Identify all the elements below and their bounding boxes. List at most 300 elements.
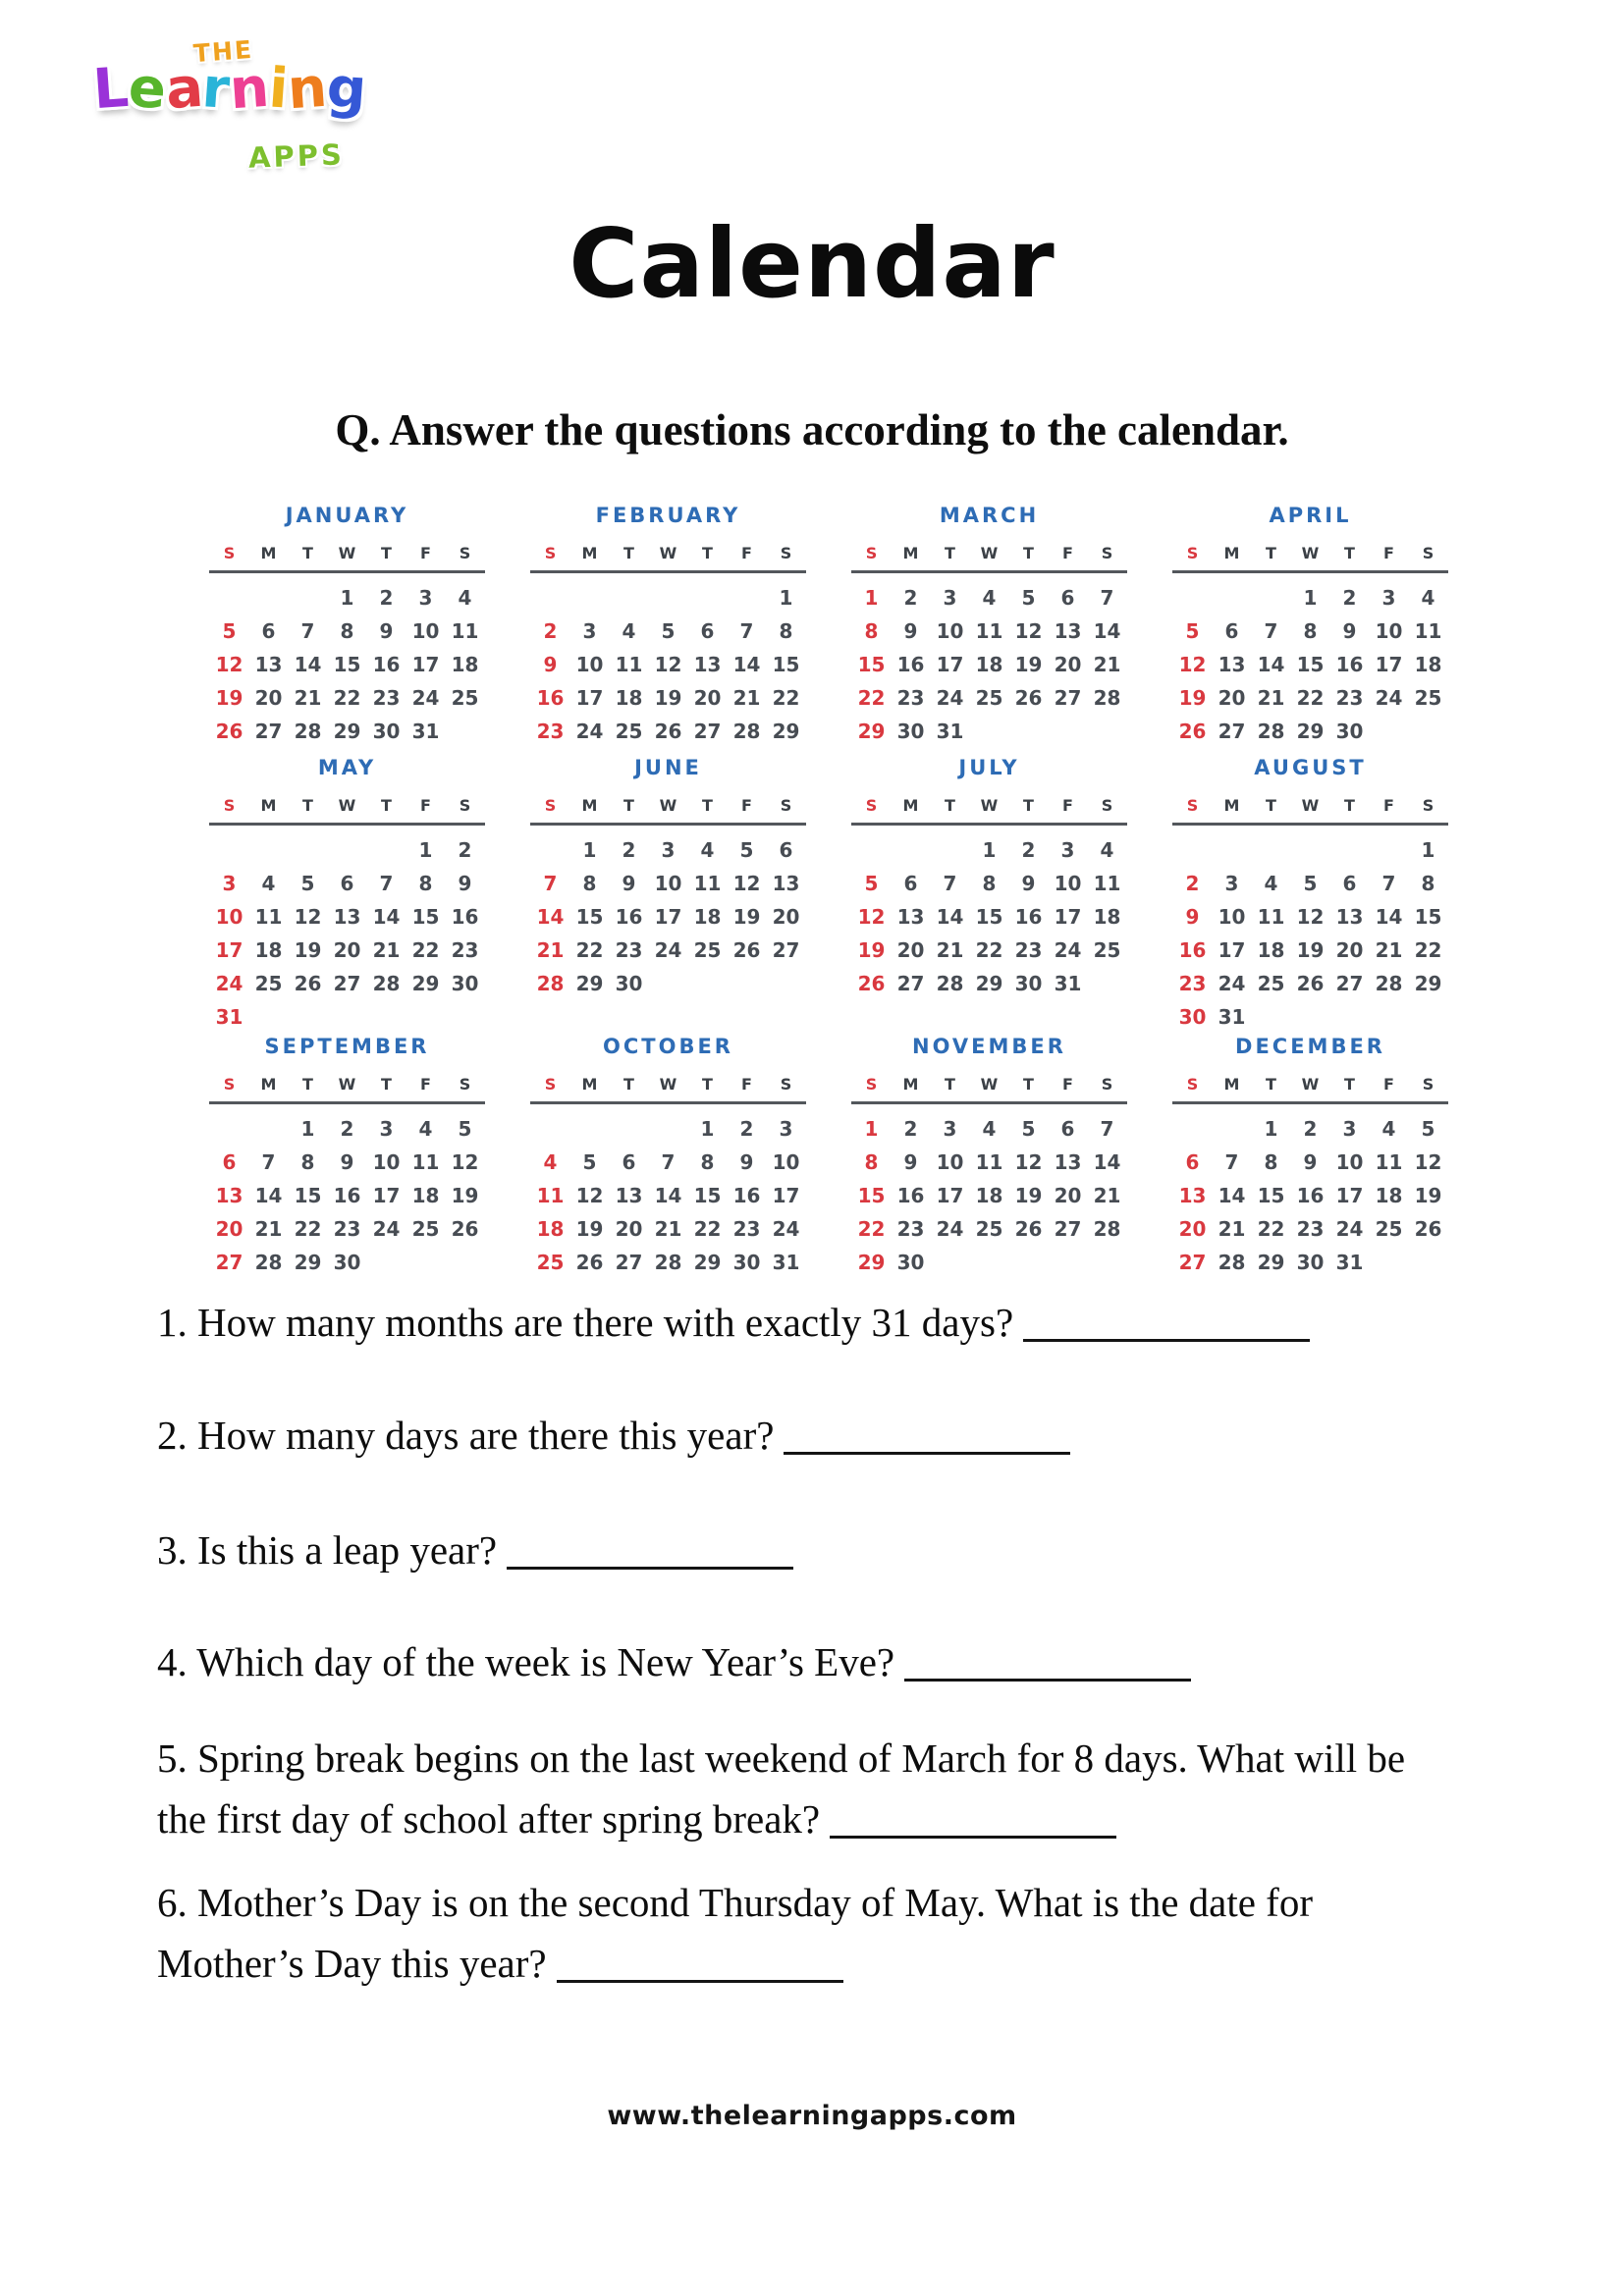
day-cell: 6 [903,872,918,895]
page-title: Calendar [568,208,1056,319]
day-cell: 2 [1303,1117,1318,1141]
day-cell: 14 [1218,1184,1246,1207]
day-cell: 9 [1342,619,1357,643]
day-cell: 27 [772,938,800,962]
day-cell: 21 [732,686,761,710]
day-cell: 17 [936,653,964,676]
day-cell: 9 [340,1150,354,1174]
month-october [530,1035,806,1281]
day-cell: 20 [772,905,800,929]
day-cell: 2 [379,586,394,610]
weekday-label: W [338,544,356,562]
day-cell: 7 [543,872,558,895]
month-title: JUNE [634,756,702,779]
day-cell: 7 [1224,1150,1239,1174]
day-cell: 7 [300,619,315,643]
day-cell: 24 [654,938,682,962]
day-cell: 16 [1178,938,1207,962]
day-cell: 15 [1296,653,1325,676]
day-cell: 29 [1257,1251,1285,1274]
weekday-label: S [780,796,792,815]
month-days [851,835,1127,1002]
day-cell: 1 [1264,1117,1278,1141]
logo-letter: i [266,56,291,122]
day-cell: 21 [294,686,322,710]
day-cell: 5 [300,872,315,895]
weekday-label: F [420,796,431,815]
day-cell: 8 [1303,619,1318,643]
weekday-label: T [623,544,634,562]
month-title: NOVEMBER [912,1035,1066,1058]
day-cell: 12 [1178,653,1207,676]
day-cell: 20 [693,686,722,710]
day-cell: 14 [372,905,401,929]
weekday-label: S [1186,1075,1199,1094]
day-cell: 5 [739,838,754,862]
day-cell: 31 [936,720,964,743]
day-cell: 27 [254,720,283,743]
day-cell: 6 [340,872,354,895]
weekday-label: T [702,796,713,815]
empty-day-cell [249,1114,289,1148]
day-cell: 28 [1218,1251,1246,1274]
question-text: 6. Mother’s Day is on the second Thursday of May. What is the date for Mother’s Day this year? [157,1880,1313,1986]
day-cell: 29 [772,720,800,743]
day-cell: 24 [575,720,604,743]
question-prompt: Q. Answer the questions according to the calendar. [335,405,1289,454]
weekday-label: S [865,544,878,562]
day-cell: 25 [693,938,722,962]
day-cell: 26 [575,1251,604,1274]
month-divider [1172,570,1448,573]
weekday-label: M [902,796,919,815]
empty-day-cell [931,835,970,869]
day-cell: 31 [1218,1005,1246,1029]
day-cell: 23 [333,1217,361,1241]
weekday-label: T [302,796,313,815]
weekday-label: W [659,796,677,815]
day-cell: 29 [333,720,361,743]
weekday-label: F [1383,1075,1394,1094]
day-cell: 15 [857,1184,886,1207]
day-cell: 8 [700,1150,715,1174]
weekday-header [209,542,485,565]
empty-day-cell [1252,583,1291,616]
day-cell: 2 [1021,838,1036,862]
day-cell: 23 [1335,686,1364,710]
question-text: 5. Spring break begins on the last weekend of March for 8 days. What will be the first day of school after spring break? [157,1735,1406,1842]
empty-day-cell [210,835,249,869]
day-cell: 3 [1224,872,1239,895]
day-cell: 30 [896,720,925,743]
month-divider [1172,823,1448,826]
day-cell: 29 [1414,972,1442,995]
logo-letter: L [90,55,131,123]
day-cell: 3 [661,838,676,862]
day-cell: 21 [1093,653,1121,676]
day-cell: 8 [418,872,433,895]
month-september [209,1035,485,1281]
day-cell: 24 [936,686,964,710]
day-cell: 9 [1021,872,1036,895]
day-cell: 16 [1335,653,1364,676]
day-cell: 6 [1342,872,1357,895]
day-cell: 17 [1054,905,1082,929]
day-cell: 22 [1414,938,1442,962]
weekday-label: S [223,1075,236,1094]
day-cell: 27 [1178,1251,1207,1274]
weekday-label: F [1062,796,1073,815]
question-1 [157,1292,1463,1353]
month-title: OCTOBER [603,1035,733,1058]
empty-day-cell [1252,835,1291,869]
weekday-label: S [544,1075,557,1094]
day-cell: 20 [333,938,361,962]
day-cell: 17 [936,1184,964,1207]
empty-day-cell [289,583,328,616]
day-cell: 4 [1100,838,1114,862]
logo-learning-text [90,55,369,123]
day-cell: 20 [1054,653,1082,676]
day-cell: 2 [903,1117,918,1141]
day-cell: 28 [1093,1217,1121,1241]
day-cell: 1 [864,586,879,610]
day-cell: 11 [1093,872,1121,895]
empty-day-cell [210,583,249,616]
weekday-label: S [1186,544,1199,562]
day-cell: 4 [418,1117,433,1141]
day-cell: 22 [975,938,1003,962]
day-cell: 7 [261,1150,276,1174]
day-cell: 17 [772,1184,800,1207]
day-cell: 17 [372,1184,401,1207]
weekday-label: M [902,544,919,562]
day-cell: 11 [1375,1150,1403,1174]
day-cell: 1 [1303,586,1318,610]
month-title: MARCH [939,504,1040,527]
month-february [530,504,806,750]
day-cell: 16 [896,653,925,676]
day-cell: 10 [654,872,682,895]
day-cell: 29 [575,972,604,995]
day-cell: 27 [1054,1217,1082,1241]
day-cell: 11 [693,872,722,895]
day-cell: 9 [458,872,472,895]
day-cell: 27 [215,1251,244,1274]
month-days [851,1114,1127,1281]
empty-day-cell [1173,1114,1213,1148]
day-cell: 19 [294,938,322,962]
weekday-label: W [659,1075,677,1094]
day-cell: 25 [1375,1217,1403,1241]
empty-day-cell [249,835,289,869]
day-cell: 29 [294,1251,322,1274]
day-cell: 21 [372,938,401,962]
month-title: JULY [958,756,1020,779]
day-cell: 26 [1296,972,1325,995]
day-cell: 21 [1093,1184,1121,1207]
day-cell: 19 [451,1184,479,1207]
day-cell: 16 [1014,905,1043,929]
day-cell: 11 [451,619,479,643]
day-cell: 30 [1014,972,1043,995]
day-cell: 21 [536,938,565,962]
logo-letter: n [227,55,272,123]
day-cell: 22 [294,1217,322,1241]
day-cell: 24 [215,972,244,995]
day-cell: 1 [864,1117,879,1141]
day-cell: 29 [975,972,1003,995]
day-cell: 28 [254,1251,283,1274]
weekday-label: S [544,796,557,815]
day-cell: 1 [982,838,997,862]
weekday-header [530,542,806,565]
day-cell: 2 [458,838,472,862]
day-cell: 5 [458,1117,472,1141]
month-divider [530,823,806,826]
question-4 [157,1631,1463,1692]
day-cell: 1 [582,838,597,862]
month-days [1172,583,1448,750]
day-cell: 5 [1021,586,1036,610]
day-cell: 3 [1381,586,1396,610]
day-cell: 10 [1218,905,1246,929]
day-cell: 27 [1335,972,1364,995]
day-cell: 18 [693,905,722,929]
month-divider [851,570,1127,573]
day-cell: 19 [1014,1184,1043,1207]
weekday-label: T [381,544,392,562]
day-cell: 13 [215,1184,244,1207]
month-divider [530,570,806,573]
weekday-label: W [1301,1075,1320,1094]
month-days [209,583,485,750]
day-cell: 28 [732,720,761,743]
day-cell: 1 [418,838,433,862]
day-cell: 20 [896,938,925,962]
weekday-label: W [980,1075,999,1094]
learning-apps-logo [90,34,407,194]
day-cell: 14 [732,653,761,676]
empty-day-cell [570,1114,610,1148]
day-cell: 31 [215,1005,244,1029]
answer-blank [830,1829,1116,1839]
day-cell: 23 [1178,972,1207,995]
day-cell: 11 [1257,905,1285,929]
weekday-header [530,1073,806,1096]
day-cell: 14 [536,905,565,929]
day-cell: 20 [615,1217,643,1241]
day-cell: 18 [975,1184,1003,1207]
day-cell: 22 [693,1217,722,1241]
day-cell: 28 [1093,686,1121,710]
month-days [530,835,806,1002]
day-cell: 28 [1375,972,1403,995]
day-cell: 23 [1296,1217,1325,1241]
logo-letter: r [200,56,233,122]
day-cell: 12 [732,872,761,895]
weekday-label: S [780,544,792,562]
day-cell: 21 [936,938,964,962]
day-cell: 28 [372,972,401,995]
day-cell: 27 [1218,720,1246,743]
month-title: FEBRUARY [595,504,741,527]
day-cell: 20 [1218,686,1246,710]
day-cell: 23 [732,1217,761,1241]
day-cell: 27 [615,1251,643,1274]
day-cell: 28 [936,972,964,995]
question-5 [157,1728,1463,1849]
day-cell: 26 [1178,720,1207,743]
empty-day-cell [289,835,328,869]
month-divider [851,823,1127,826]
day-cell: 26 [215,720,244,743]
day-cell: 18 [254,938,283,962]
day-cell: 19 [654,686,682,710]
day-cell: 25 [1093,938,1121,962]
day-cell: 23 [615,938,643,962]
day-cell: 1 [300,1117,315,1141]
day-cell: 9 [1185,905,1200,929]
weekday-label: W [1301,796,1320,815]
month-divider [209,570,485,573]
empty-day-cell [1291,835,1330,869]
day-cell: 10 [372,1150,401,1174]
day-cell: 6 [779,838,793,862]
weekday-label: T [623,796,634,815]
day-cell: 31 [1054,972,1082,995]
day-cell: 27 [1054,686,1082,710]
day-cell: 25 [411,1217,440,1241]
weekday-label: M [581,544,598,562]
answer-blank [557,1973,843,1983]
day-cell: 22 [411,938,440,962]
day-cell: 31 [411,720,440,743]
day-cell: 5 [864,872,879,895]
month-may [209,756,485,1036]
day-cell: 4 [1421,586,1435,610]
day-cell: 6 [700,619,715,643]
day-cell: 26 [1014,1217,1043,1241]
day-cell: 18 [615,686,643,710]
day-cell: 30 [1178,1005,1207,1029]
day-cell: 2 [622,838,636,862]
empty-day-cell [728,583,767,616]
weekday-label: T [1023,544,1034,562]
month-title: MAY [317,756,377,779]
weekday-header [1172,794,1448,818]
month-divider [1172,1101,1448,1104]
day-cell: 18 [1414,653,1442,676]
day-cell: 24 [1054,938,1082,962]
day-cell: 5 [1303,872,1318,895]
day-cell: 12 [575,1184,604,1207]
day-cell: 8 [982,872,997,895]
month-days [530,583,806,750]
day-cell: 19 [857,938,886,962]
weekday-label: T [1023,1075,1034,1094]
day-cell: 28 [294,720,322,743]
day-cell: 3 [943,1117,957,1141]
day-cell: 20 [215,1217,244,1241]
day-cell: 13 [1054,1150,1082,1174]
day-cell: 9 [379,619,394,643]
day-cell: 26 [732,938,761,962]
day-cell: 12 [654,653,682,676]
day-cell: 3 [379,1117,394,1141]
day-cell: 31 [772,1251,800,1274]
day-cell: 26 [1414,1217,1442,1241]
day-cell: 5 [222,619,237,643]
weekday-label: F [1062,544,1073,562]
day-cell: 4 [543,1150,558,1174]
day-cell: 7 [1264,619,1278,643]
day-cell: 17 [1375,653,1403,676]
day-cell: 13 [772,872,800,895]
day-cell: 11 [1414,619,1442,643]
day-cell: 2 [340,1117,354,1141]
day-cell: 16 [896,1184,925,1207]
day-cell: 7 [1100,1117,1114,1141]
month-november [851,1035,1127,1281]
day-cell: 3 [1342,1117,1357,1141]
day-cell: 27 [693,720,722,743]
day-cell: 6 [1185,1150,1200,1174]
day-cell: 19 [1414,1184,1442,1207]
day-cell: 9 [622,872,636,895]
day-cell: 3 [1060,838,1075,862]
weekday-label: S [459,1075,471,1094]
weekday-label: T [302,1075,313,1094]
empty-day-cell [688,583,728,616]
day-cell: 21 [1257,686,1285,710]
day-cell: 21 [254,1217,283,1241]
day-cell: 16 [372,653,401,676]
day-cell: 14 [654,1184,682,1207]
day-cell: 18 [1257,938,1285,962]
weekday-header [851,542,1127,565]
empty-day-cell [1213,1114,1252,1148]
day-cell: 18 [411,1184,440,1207]
weekday-label: S [1101,544,1113,562]
day-cell: 11 [536,1184,565,1207]
day-cell: 5 [1421,1117,1435,1141]
day-cell: 11 [975,619,1003,643]
day-cell: 25 [254,972,283,995]
day-cell: 14 [1257,653,1285,676]
day-cell: 8 [340,619,354,643]
day-cell: 7 [739,619,754,643]
month-days [209,835,485,1036]
day-cell: 23 [372,686,401,710]
question-text: 2. How many days are there this year? [157,1413,775,1458]
day-cell: 18 [451,653,479,676]
empty-day-cell [1213,835,1252,869]
answer-blank [1023,1332,1310,1342]
day-cell: 2 [739,1117,754,1141]
weekday-label: M [260,1075,277,1094]
day-cell: 5 [582,1150,597,1174]
day-cell: 25 [975,686,1003,710]
day-cell: 10 [411,619,440,643]
day-cell: 9 [1303,1150,1318,1174]
logo-letter: e [126,55,168,123]
day-cell: 10 [936,1150,964,1174]
month-days [530,1114,806,1281]
day-cell: 23 [451,938,479,962]
day-cell: 15 [1414,905,1442,929]
day-cell: 22 [772,686,800,710]
